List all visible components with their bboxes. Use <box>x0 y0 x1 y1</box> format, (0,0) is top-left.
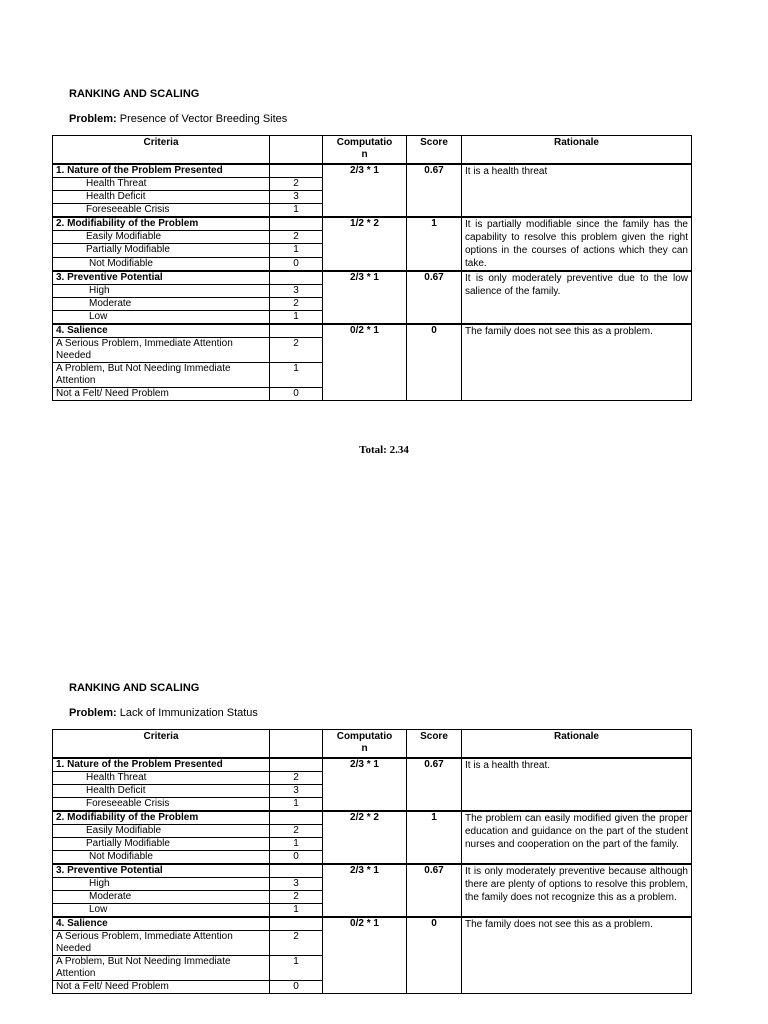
header-criteria: Criteria <box>53 136 270 165</box>
header-value <box>270 730 323 759</box>
section-vector-breeding <box>52 88 691 401</box>
criteria-title: 3. Preventive Potential <box>53 864 270 878</box>
header-score: Score <box>407 136 462 165</box>
criteria-item-label: A Serious Problem, Immediate Attention Needed <box>53 338 270 363</box>
criteria-item-label: Not a Felt/ Need Problem <box>53 981 270 994</box>
rationale-cell: It is a health threat <box>462 164 692 217</box>
criteria-item-value: 2 <box>270 178 323 191</box>
problem-label: Problem: <box>69 707 117 719</box>
header-score: Score <box>407 730 462 759</box>
criteria-title: 4. Salience <box>53 917 270 931</box>
criteria-item-value: 2 <box>270 231 323 244</box>
criteria-value <box>270 917 323 931</box>
criteria-value <box>270 811 323 825</box>
criteria-item-label: Low <box>53 904 270 918</box>
criteria-item-value: 0 <box>270 257 323 271</box>
criteria-group-row <box>53 324 692 338</box>
criteria-item-label: Easily Modifiable <box>53 231 270 244</box>
criteria-item-value: 3 <box>270 191 323 204</box>
ranking-table <box>52 729 692 994</box>
criteria-item-value: 2 <box>270 772 323 785</box>
criteria-item-value: 0 <box>270 851 323 865</box>
criteria-value <box>270 324 323 338</box>
criteria-title: 4. Salience <box>53 324 270 338</box>
criteria-item-value: 3 <box>270 285 323 298</box>
criteria-group-row <box>53 917 692 931</box>
criteria-item-label: Moderate <box>53 298 270 311</box>
criteria-group-row <box>53 864 692 878</box>
criteria-item-label: A Problem, But Not Needing Immediate Attention <box>53 956 270 981</box>
criteria-item-label: Foreseeable Crisis <box>53 798 270 812</box>
header-value <box>270 136 323 165</box>
criteria-item-value: 1 <box>270 244 323 257</box>
criteria-item-value: 2 <box>270 338 323 363</box>
criteria-title: 1. Nature of the Problem Presented <box>53 164 270 178</box>
rationale-cell: The family does not see this as a problem. <box>462 917 692 994</box>
score-cell: 1 <box>407 811 462 864</box>
criteria-item-value: 0 <box>270 388 323 401</box>
criteria-value <box>270 271 323 285</box>
criteria-item-value: 1 <box>270 798 323 812</box>
table-body <box>53 164 692 401</box>
problem-text: Lack of Immunization Status <box>119 707 258 719</box>
criteria-item-value: 2 <box>270 825 323 838</box>
computation-cell: 2/2 * 2 <box>323 811 407 864</box>
criteria-item-label: Moderate <box>53 891 270 904</box>
criteria-group-row <box>53 271 692 285</box>
computation-cell: 2/3 * 1 <box>323 758 407 811</box>
criteria-item-value: 3 <box>270 878 323 891</box>
rationale-cell: It is only moderately preventive due to the low salience of the family. <box>462 271 692 324</box>
criteria-item-label: Foreseeable Crisis <box>53 204 270 218</box>
criteria-item-value: 0 <box>270 981 323 994</box>
criteria-group-row <box>53 164 692 178</box>
criteria-item-label: Low <box>53 311 270 325</box>
computation-cell: 2/3 * 1 <box>323 864 407 917</box>
rationale-cell: The family does not see this as a problem. <box>462 324 692 401</box>
score-cell: 0.67 <box>407 758 462 811</box>
computation-cell: 0/2 * 1 <box>323 917 407 994</box>
criteria-group-row <box>53 758 692 772</box>
header-computation: Computatio n <box>323 136 407 165</box>
criteria-item-value: 3 <box>270 785 323 798</box>
computation-cell: 1/2 * 2 <box>323 217 407 271</box>
computation-cell: 2/3 * 1 <box>323 164 407 217</box>
header-rationale: Rationale <box>462 136 692 165</box>
criteria-item-value: 1 <box>270 956 323 981</box>
header-computation: Computatio n <box>323 730 407 759</box>
score-cell: 1 <box>407 217 462 271</box>
section-heading: RANKING AND SCALING <box>69 88 200 100</box>
header-rationale: Rationale <box>462 730 692 759</box>
criteria-title: 1. Nature of the Problem Presented <box>53 758 270 772</box>
score-cell: 0.67 <box>407 271 462 324</box>
criteria-item-label: Not a Felt/ Need Problem <box>53 388 270 401</box>
rationale-cell: The problem can easily modified given the proper education and guidance on the part of the student nurses and cooperation on the part of the family. <box>462 811 692 864</box>
criteria-item-value: 2 <box>270 931 323 956</box>
criteria-value <box>270 758 323 772</box>
score-cell: 0.67 <box>407 164 462 217</box>
problem-text: Presence of Vector Breeding Sites <box>119 113 288 125</box>
criteria-item-label: High <box>53 878 270 891</box>
problem-label: Problem: <box>69 113 117 125</box>
criteria-value <box>270 864 323 878</box>
criteria-title: 2. Modifiability of the Problem <box>53 811 270 825</box>
criteria-item-value: 1 <box>270 904 323 918</box>
section-heading: RANKING AND SCALING <box>69 682 200 694</box>
criteria-item-label: A Serious Problem, Immediate Attention Needed <box>53 931 270 956</box>
criteria-item-label: Health Threat <box>53 772 270 785</box>
criteria-item-label: Health Threat <box>53 178 270 191</box>
rationale-cell: It is partially modifiable since the family has the capability to resolve this problem given the right options in the courses of actions which they can take. <box>462 217 692 271</box>
header-criteria: Criteria <box>53 730 270 759</box>
ranking-table <box>52 135 692 401</box>
total-score: Total: 2.34 <box>359 444 409 456</box>
criteria-title: 3. Preventive Potential <box>53 271 270 285</box>
problem-line <box>69 113 691 127</box>
criteria-item-value: 2 <box>270 298 323 311</box>
section-immunization <box>52 682 691 994</box>
criteria-group-row <box>53 811 692 825</box>
criteria-group-row <box>53 217 692 231</box>
criteria-item-label: A Problem, But Not Needing Immediate Attention <box>53 363 270 388</box>
criteria-item-label: High <box>53 285 270 298</box>
computation-cell: 0/2 * 1 <box>323 324 407 401</box>
problem-line <box>69 707 691 721</box>
table-body <box>53 758 692 994</box>
criteria-value <box>270 217 323 231</box>
criteria-item-label: Health Deficit <box>53 785 270 798</box>
criteria-item-label: Partially Modifiable <box>53 838 270 851</box>
score-cell: 0 <box>407 324 462 401</box>
criteria-title: 2. Modifiability of the Problem <box>53 217 270 231</box>
criteria-item-value: 1 <box>270 838 323 851</box>
criteria-item-label: Health Deficit <box>53 191 270 204</box>
criteria-item-value: 1 <box>270 204 323 218</box>
criteria-item-label: Easily Modifiable <box>53 825 270 838</box>
table-header-row <box>53 730 692 759</box>
criteria-item-value: 2 <box>270 891 323 904</box>
score-cell: 0.67 <box>407 864 462 917</box>
table-header-row <box>53 136 692 165</box>
criteria-item-label: Partially Modifiable <box>53 244 270 257</box>
criteria-item-label: Not Modifiable <box>53 257 270 271</box>
computation-cell: 2/3 * 1 <box>323 271 407 324</box>
rationale-cell: It is a health threat. <box>462 758 692 811</box>
criteria-item-label: Not Modifiable <box>53 851 270 865</box>
criteria-item-value: 1 <box>270 363 323 388</box>
score-cell: 0 <box>407 917 462 994</box>
criteria-value <box>270 164 323 178</box>
rationale-cell: It is only moderately preventive because although there are plenty of options to resolve this problem, the family does not recognize this as a problem. <box>462 864 692 917</box>
criteria-item-value: 1 <box>270 311 323 325</box>
